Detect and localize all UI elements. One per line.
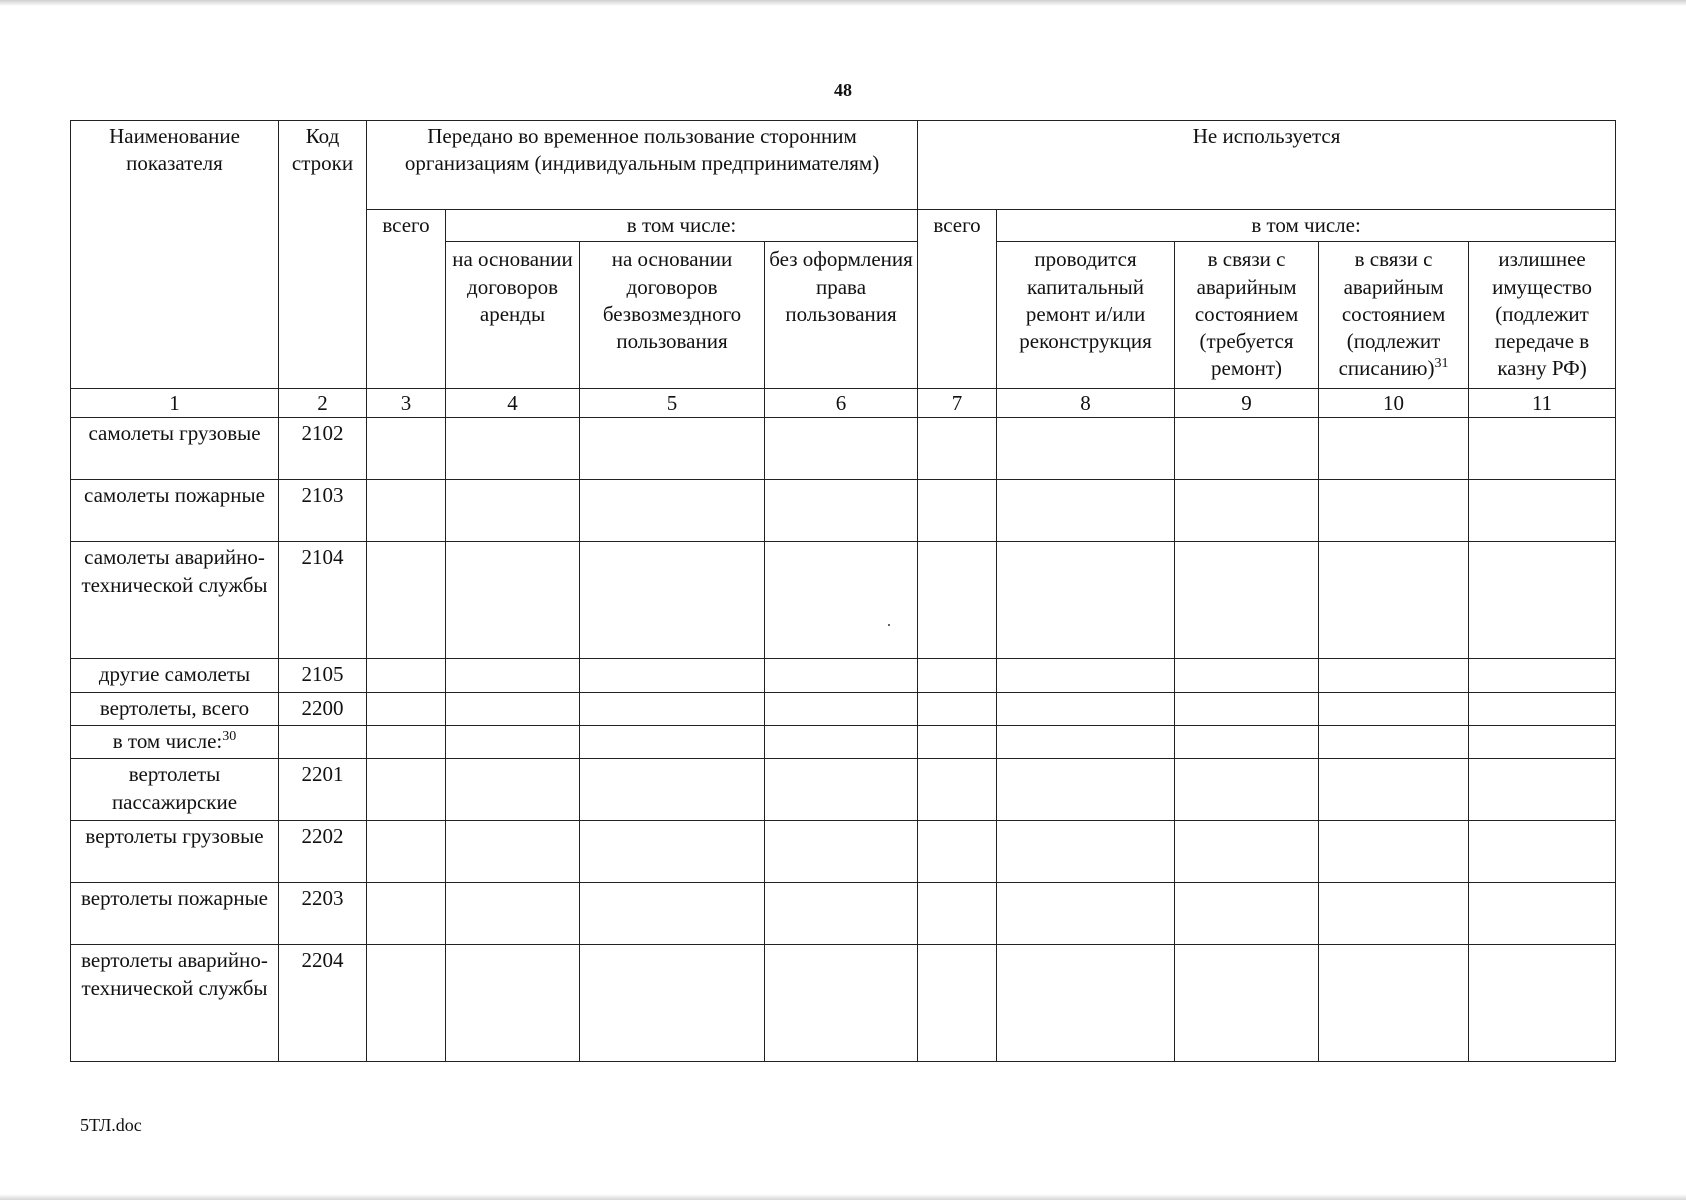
row-indicator-name	[71, 759, 279, 821]
row-indicator-name-text: самолеты аварийно-технической службы	[81, 545, 268, 597]
header-no-rights: без оформления права пользования	[765, 242, 918, 389]
column-number: 8	[997, 389, 1175, 418]
data-cell-col-5[interactable]	[580, 726, 765, 759]
scan-speck	[888, 624, 890, 626]
footer-file-name: 5ТЛ.doc	[80, 1115, 142, 1135]
data-cell-col-7[interactable]	[918, 542, 997, 659]
column-number: 5	[580, 389, 765, 418]
header-row-code: Код строки	[279, 121, 367, 389]
header-emergency-repair: в связи с аварийным состоянием (требуется ремонт)	[1175, 242, 1319, 389]
report-form-table	[70, 120, 1616, 1062]
row-code: 2201	[279, 759, 367, 821]
data-cell-col-4[interactable]	[446, 759, 580, 821]
footnote-ref-31: 31	[1434, 356, 1449, 372]
scan-edge-bottom	[0, 1194, 1686, 1200]
data-cell-col-10[interactable]	[1319, 480, 1469, 542]
column-number-row	[71, 389, 1616, 418]
row-code: 2102	[279, 418, 367, 480]
data-cell-col-6[interactable]	[765, 726, 918, 759]
header-indicator-name: Наименование показателя	[71, 121, 279, 389]
row-indicator-name-text: в том числе:	[112, 729, 223, 754]
data-cell-col-7[interactable]	[918, 759, 997, 821]
data-cell-col-4[interactable]	[446, 821, 580, 883]
data-cell-col-11[interactable]	[1469, 821, 1616, 883]
data-cell-col-11[interactable]	[1469, 945, 1616, 1062]
row-indicator-name	[71, 821, 279, 883]
data-cell-col-8[interactable]	[997, 945, 1175, 1062]
table-row	[71, 945, 1616, 1062]
header-not-used: Не используется	[918, 121, 1616, 210]
row-indicator-name-text: вертолеты, всего	[99, 696, 250, 721]
data-cell-col-3[interactable]	[367, 418, 446, 480]
data-cell-col-11[interactable]	[1469, 480, 1616, 542]
row-indicator-name-text: самолеты грузовые	[88, 421, 261, 446]
data-cell-col-11[interactable]	[1469, 659, 1616, 693]
column-number: 4	[446, 389, 580, 418]
data-cell-col-3[interactable]	[367, 759, 446, 821]
data-cell-col-7[interactable]	[918, 821, 997, 883]
row-indicator-name-text: вертолеты пассажирские	[111, 762, 238, 814]
header-not-used-including: в том числе:	[997, 210, 1616, 242]
data-cell-col-6[interactable]	[765, 418, 918, 480]
table-row	[71, 726, 1616, 759]
data-cell-col-4[interactable]	[446, 418, 580, 480]
header-free-use: на основании договоров безвозмездного пользования	[580, 242, 765, 389]
footnote-ref-30: 30	[222, 729, 237, 745]
data-cell-col-5[interactable]	[580, 480, 765, 542]
data-cell-col-10[interactable]	[1319, 659, 1469, 693]
data-cell-col-6[interactable]	[765, 759, 918, 821]
data-cell-col-5[interactable]	[580, 945, 765, 1062]
column-number: 11	[1469, 389, 1616, 418]
data-cell-col-9[interactable]	[1175, 480, 1319, 542]
data-cell-col-8[interactable]	[997, 542, 1175, 659]
data-cell-col-3[interactable]	[367, 693, 446, 726]
row-indicator-name	[71, 659, 279, 693]
table-row	[71, 693, 1616, 726]
data-cell-col-8[interactable]	[997, 693, 1175, 726]
data-cell-col-10[interactable]	[1319, 542, 1469, 659]
table-row	[71, 418, 1616, 480]
header-transferred-including: в том числе:	[446, 210, 918, 242]
data-cell-col-3[interactable]	[367, 659, 446, 693]
data-cell-col-6[interactable]	[765, 659, 918, 693]
column-number: 7	[918, 389, 997, 418]
header-not-used-total: всего	[918, 210, 997, 389]
row-indicator-name	[71, 542, 279, 659]
data-cell-col-4[interactable]	[446, 693, 580, 726]
data-cell-col-4[interactable]	[446, 945, 580, 1062]
data-cell-col-11[interactable]	[1469, 418, 1616, 480]
data-cell-col-7[interactable]	[918, 659, 997, 693]
column-number: 3	[367, 389, 446, 418]
header-lease: на основании договоров аренды	[446, 242, 580, 389]
row-indicator-name-text: самолеты пожарные	[84, 483, 265, 508]
row-indicator-name-text: вертолеты аварийно-технической службы	[81, 948, 268, 1000]
data-cell-col-10[interactable]	[1319, 883, 1469, 945]
row-indicator-name-text: другие самолеты	[98, 662, 251, 687]
table-row	[71, 480, 1616, 542]
row-indicator-name	[71, 726, 279, 759]
row-indicator-name	[71, 693, 279, 726]
column-number: 10	[1319, 389, 1469, 418]
row-code: 2200	[279, 693, 367, 726]
data-cell-col-10[interactable]	[1319, 759, 1469, 821]
data-cell-col-5[interactable]	[580, 759, 765, 821]
table-row	[71, 659, 1616, 693]
table-header	[71, 121, 1616, 418]
data-cell-col-6[interactable]	[765, 480, 918, 542]
table-body	[71, 418, 1616, 1062]
header-surplus: излишнее имущество (подлежит передаче в казну РФ)	[1469, 242, 1616, 389]
data-cell-col-9[interactable]	[1175, 883, 1319, 945]
data-cell-col-10[interactable]	[1319, 693, 1469, 726]
data-cell-col-7[interactable]	[918, 480, 997, 542]
data-cell-col-3[interactable]	[367, 883, 446, 945]
data-cell-col-3[interactable]	[367, 821, 446, 883]
header-transferred-total: всего	[367, 210, 446, 389]
data-cell-col-11[interactable]	[1469, 759, 1616, 821]
data-cell-col-9[interactable]	[1175, 659, 1319, 693]
row-code: 2105	[279, 659, 367, 693]
header-emergency-writeoff	[1319, 242, 1469, 389]
row-indicator-name	[71, 883, 279, 945]
data-cell-col-5[interactable]	[580, 821, 765, 883]
data-cell-col-11[interactable]	[1469, 726, 1616, 759]
data-cell-col-7[interactable]	[918, 418, 997, 480]
page-number: 48	[834, 80, 852, 100]
data-cell-col-4[interactable]	[446, 542, 580, 659]
row-code: 2203	[279, 883, 367, 945]
row-code	[279, 726, 367, 759]
table-row	[71, 883, 1616, 945]
data-cell-col-6[interactable]	[765, 693, 918, 726]
row-indicator-name	[71, 480, 279, 542]
row-code: 2104	[279, 542, 367, 659]
data-cell-col-10[interactable]	[1319, 821, 1469, 883]
data-cell-col-3[interactable]	[367, 480, 446, 542]
data-cell-col-6[interactable]	[765, 542, 918, 659]
data-cell-col-10[interactable]	[1319, 418, 1469, 480]
row-indicator-name	[71, 418, 279, 480]
data-cell-col-4[interactable]	[446, 480, 580, 542]
data-cell-col-8[interactable]	[997, 726, 1175, 759]
data-cell-col-8[interactable]	[997, 418, 1175, 480]
data-cell-col-5[interactable]	[580, 883, 765, 945]
data-cell-col-7[interactable]	[918, 693, 997, 726]
data-cell-col-8[interactable]	[997, 821, 1175, 883]
data-cell-col-3[interactable]	[367, 726, 446, 759]
data-cell-col-10[interactable]	[1319, 726, 1469, 759]
row-code: 2103	[279, 480, 367, 542]
data-cell-col-9[interactable]	[1175, 821, 1319, 883]
data-cell-col-5[interactable]	[580, 418, 765, 480]
column-number: 9	[1175, 389, 1319, 418]
row-code: 2202	[279, 821, 367, 883]
table-row	[71, 759, 1616, 821]
data-cell-col-9[interactable]	[1175, 759, 1319, 821]
scan-edge-top	[0, 0, 1686, 6]
data-cell-col-9[interactable]	[1175, 726, 1319, 759]
header-transferred: Передано во временное пользование сторонним организациям (индивидуальным предпринимателям)	[367, 121, 918, 210]
table-row	[71, 821, 1616, 883]
data-cell-col-8[interactable]	[997, 480, 1175, 542]
header-emergency-writeoff-text: в связи с аварийным состоянием (подлежит списанию)	[1338, 247, 1446, 381]
data-cell-col-10[interactable]	[1319, 945, 1469, 1062]
data-cell-col-4[interactable]	[446, 726, 580, 759]
column-number: 6	[765, 389, 918, 418]
data-cell-col-3[interactable]	[367, 945, 446, 1062]
data-cell-col-4[interactable]	[446, 883, 580, 945]
data-cell-col-11[interactable]	[1469, 883, 1616, 945]
data-cell-col-6[interactable]	[765, 821, 918, 883]
data-cell-col-3[interactable]	[367, 542, 446, 659]
row-code: 2204	[279, 945, 367, 1062]
data-cell-col-9[interactable]	[1175, 542, 1319, 659]
data-cell-col-11[interactable]	[1469, 693, 1616, 726]
row-indicator-name-text: вертолеты грузовые	[85, 824, 264, 849]
table-row	[71, 542, 1616, 659]
data-cell-col-5[interactable]	[580, 693, 765, 726]
data-cell-col-8[interactable]	[997, 883, 1175, 945]
data-cell-col-11[interactable]	[1469, 542, 1616, 659]
data-cell-col-5[interactable]	[580, 542, 765, 659]
data-cell-col-7[interactable]	[918, 726, 997, 759]
row-indicator-name-text: вертолеты пожарные	[80, 886, 268, 911]
data-cell-col-4[interactable]	[446, 659, 580, 693]
data-cell-col-8[interactable]	[997, 759, 1175, 821]
header-capital-repair: проводится капитальный ремонт и/или реконструкция	[997, 242, 1175, 389]
data-cell-col-6[interactable]	[765, 883, 918, 945]
data-cell-col-6[interactable]	[765, 945, 918, 1062]
data-cell-col-9[interactable]	[1175, 418, 1319, 480]
data-cell-col-5[interactable]	[580, 659, 765, 693]
data-cell-col-7[interactable]	[918, 883, 997, 945]
data-cell-col-8[interactable]	[997, 659, 1175, 693]
column-number: 1	[71, 389, 279, 418]
data-cell-col-9[interactable]	[1175, 945, 1319, 1062]
row-indicator-name	[71, 945, 279, 1062]
data-cell-col-9[interactable]	[1175, 693, 1319, 726]
column-number: 2	[279, 389, 367, 418]
data-cell-col-7[interactable]	[918, 945, 997, 1062]
